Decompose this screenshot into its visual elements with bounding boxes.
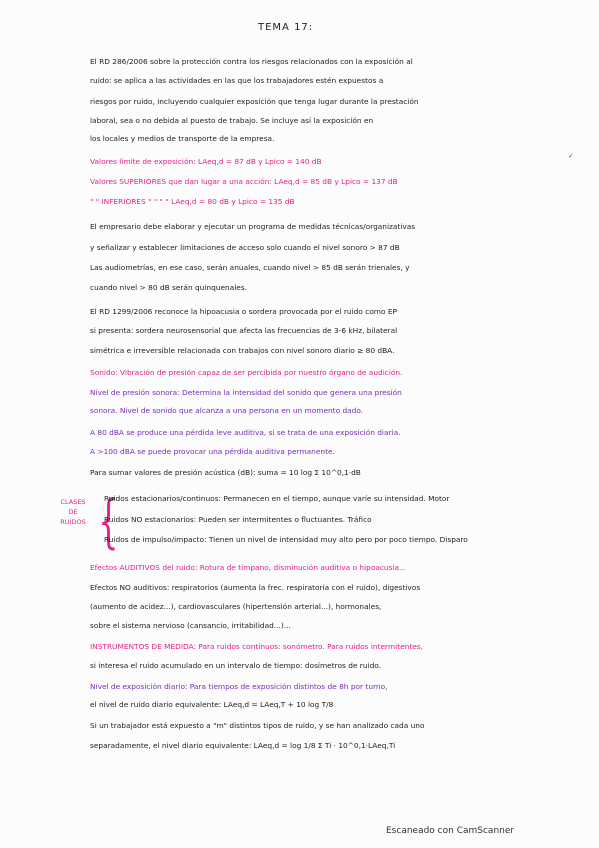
- text-line: si presenta: sordera neurosensorial que afecta las frecuencias de 3-6 kHz, bilateral: [90, 326, 398, 335]
- noise-class-line: Ruidos estacionarios/continuos: Permanecen en el tiempo, aunque varíe su intensidad. Motor: [104, 494, 450, 503]
- text-line: Las audiometrías, en ese caso, serán anuales, cuando nivel > 85 dB serán trienales, y: [90, 263, 410, 272]
- text-line: laboral, sea o no debida al puesto de trabajo. Se incluye así la exposición en: [90, 116, 374, 125]
- limit-line: " " INFERIORES " " " " LAeq,d = 80 dB y Lpico = 135 dB: [90, 197, 295, 206]
- exposure-line: Si un trabajador está expuesto a "m" distintos tipos de ruido, y se han analizado cada uno: [90, 721, 425, 730]
- exposure-line: separadamente, el nivel diario equivalente: LAeq,d = log 1/8 Σ Ti · 10^0,1·LAeq,Ti: [90, 741, 396, 750]
- scanner-watermark: Escaneado con CamScanner: [386, 826, 515, 836]
- formula-line: Para sumar valores de presión acústica (dB): suma = 10 log Σ 10^0,1·dB: [90, 468, 361, 477]
- text-line: El empresario debe elaborar y ejecutar un programa de medidas técnicas/organizativas: [90, 222, 416, 231]
- text-line: ruido: se aplica a las actividades en las que los trabajadores estén expuestos a: [90, 76, 384, 85]
- text-line: cuando nivel > 80 dB serán quinquenales.: [90, 283, 248, 292]
- text-line: los locales y medios de transporte de la empresa.: [90, 134, 275, 143]
- text-line: El RD 286/2006 sobre la protección contra los riesgos relacionados con la exposición al: [90, 57, 413, 66]
- exposure-line: Nivel de exposición diario: Para tiempos de exposición distintos de 8h por turno,: [90, 682, 388, 691]
- noise-class-line: Ruidos NO estacionarios: Pueden ser intermitentes o fluctuantes. Tráfico: [104, 515, 372, 524]
- text-line: y señalizar y establecer limitaciones de acceso solo cuando el nivel sonoro > 87 dB: [90, 243, 400, 252]
- effects-line: Efectos AUDITIVOS del ruido: Rotura de tímpano, disminución auditiva o hipoacusia...: [90, 563, 407, 572]
- limit-line: Valores límite de exposición: LAeq,d = 87 dB y Lpico = 140 dB: [90, 157, 322, 166]
- text-line: simétrica e irreversible relacionada con trabajos con nivel sonoro diario ≥ 80 dBA.: [90, 346, 395, 355]
- instruments-line: INSTRUMENTOS DE MEDIDA: Para ruidos continuos: sonómetro. Para ruidos intermitentes,: [90, 642, 423, 651]
- exposure-line: el nivel de ruido diario equivalente: LAeq,d = LAeq,T + 10 log T/8: [90, 700, 334, 709]
- effects-line: sobre el sistema nervioso (cansancio, irritabilidad...)...: [90, 621, 291, 630]
- page-title: TEMA 17:: [258, 22, 314, 33]
- definition-line: sonora. Nivel de sonido que alcanza a una persona en un momento dado.: [90, 406, 364, 415]
- check-mark: ✓: [568, 152, 574, 160]
- definition-line: Nivel de presión sonora: Determina la intensidad del sonido que genera una presión: [90, 388, 402, 397]
- brace-icon: {: [98, 487, 119, 555]
- text-line: El RD 1299/2006 reconoce la hipoacusia o sordera provocada por el ruido como EP: [90, 307, 397, 316]
- effects-line: (aumento de acidez...), cardiovasculares (hipertensión arterial...), hormonales,: [90, 602, 382, 611]
- definition-line: Sonido: Vibración de presión capaz de ser percibida por nuestro órgano de audición.: [90, 368, 403, 377]
- instruments-line: si interesa el ruido acumulado en un intervalo de tiempo: dosímetros de ruido.: [90, 661, 382, 670]
- clases-label: CLASES DE RUIDOS: [60, 498, 86, 526]
- limit-line: Valores SUPERIORES que dan lugar a una acción: LAeq,d = 85 dB y Lpico = 137 dB: [90, 177, 398, 186]
- definition-line: A 80 dBA se produce una pérdida leve auditiva, si se trata de una exposición diaria.: [90, 428, 401, 437]
- definition-line: A >100 dBA se puede provocar una pérdida auditiva permanente.: [90, 447, 335, 456]
- noise-class-line: Ruidos de impulso/impacto: Tienen un nivel de intensidad muy alto pero por poco tiempo. Disparo: [104, 535, 468, 544]
- effects-line: Efectos NO auditivos: respiratorios (aumenta la frec. respiratoria con el ruido), digestivos: [90, 583, 421, 592]
- text-line: riesgos por ruido, incluyendo cualquier exposición que tenga lugar durante la prestación: [90, 97, 419, 106]
